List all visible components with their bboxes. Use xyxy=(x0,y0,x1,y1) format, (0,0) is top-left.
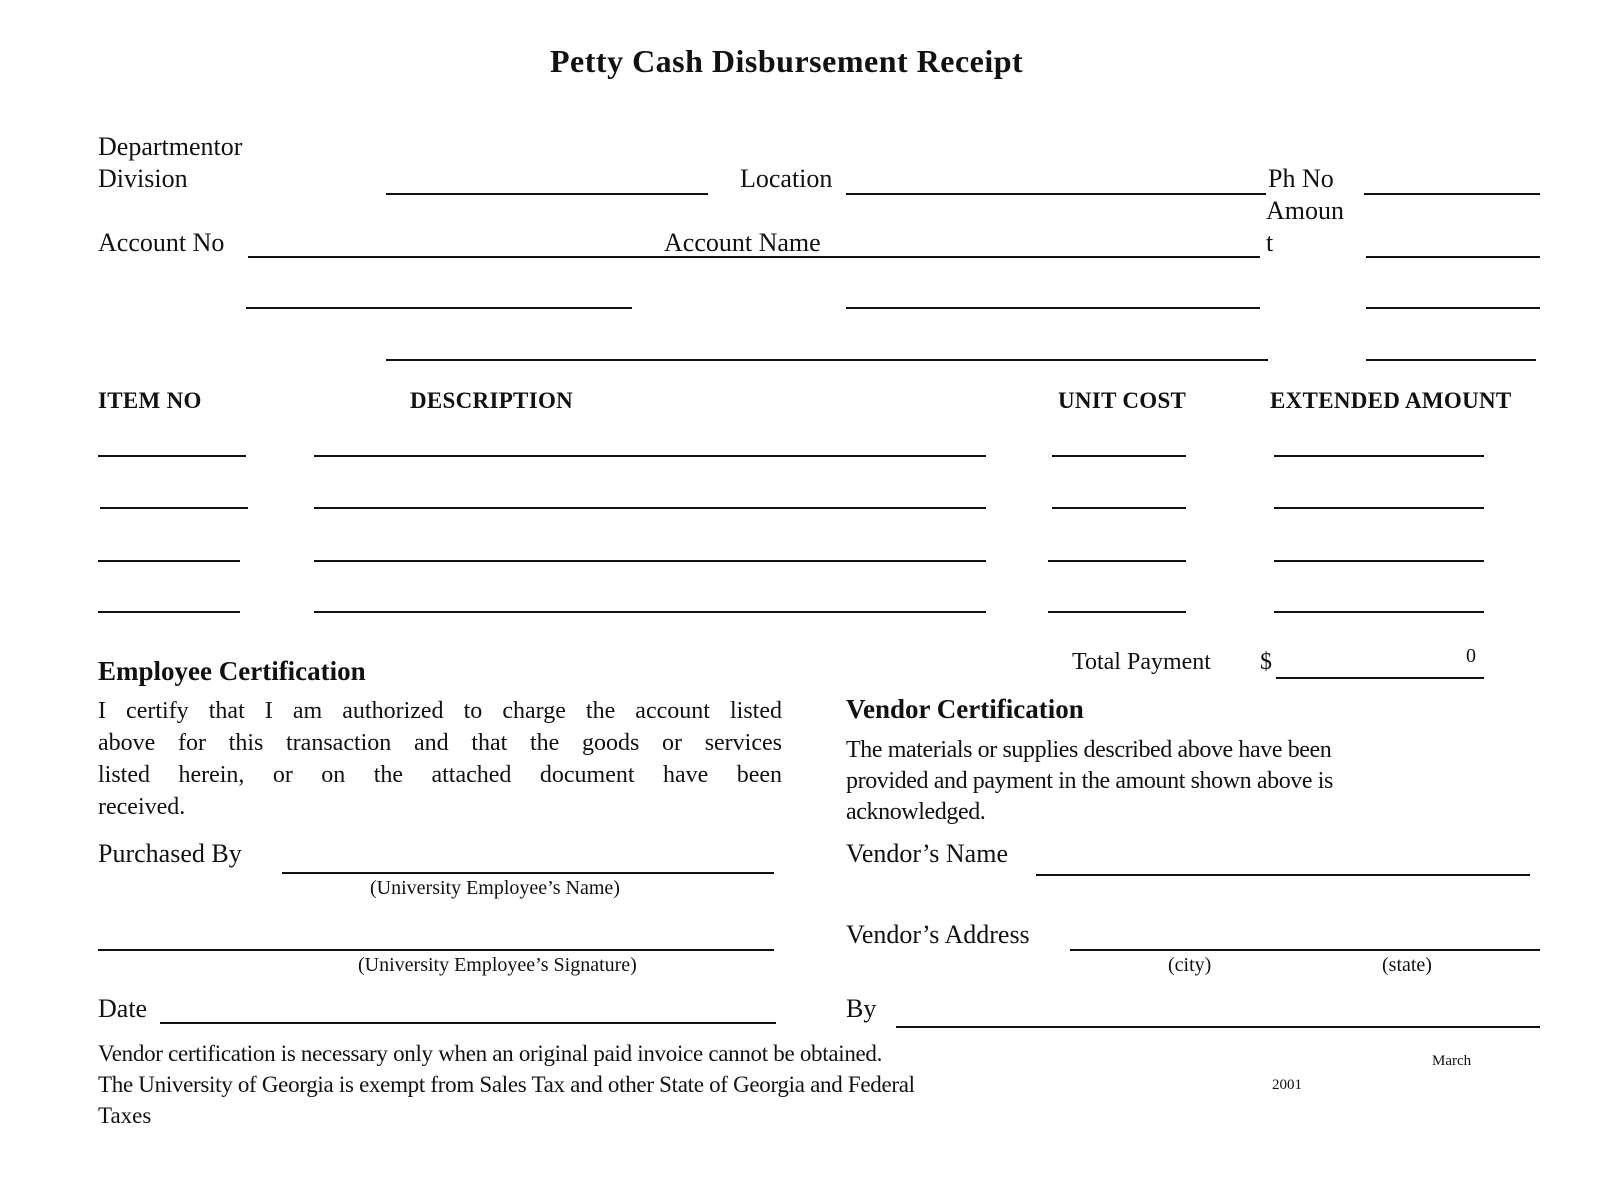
extended-amount-line[interactable] xyxy=(1274,507,1484,509)
unit-cost-line[interactable] xyxy=(1052,507,1186,509)
employee-cert-text-line: listed herein, or on the attached document have been xyxy=(98,762,782,788)
total-payment-label: Total Payment xyxy=(1072,649,1211,675)
currency-symbol: $ xyxy=(1260,649,1272,675)
vendor-name-label: Vendor’s Name xyxy=(846,839,1008,868)
purchased-by-input-line[interactable] xyxy=(282,872,774,874)
vendor-address-input-line[interactable] xyxy=(1070,949,1540,951)
total-payment-line[interactable] xyxy=(1276,677,1484,679)
phone-label: Ph No xyxy=(1268,164,1334,193)
phone-input-line[interactable] xyxy=(1364,193,1540,195)
employee-cert-text-line: I certify that I am authorized to charge the account listed xyxy=(98,698,782,724)
employee-cert-text-line: above for this transaction and that the goods or services xyxy=(98,730,782,756)
by-label: By xyxy=(846,994,877,1023)
unit-cost-line[interactable] xyxy=(1048,611,1186,613)
account-name-label: Account Name xyxy=(664,228,821,257)
account-no-extra-line[interactable] xyxy=(246,307,632,309)
employee-name-caption: (University Employee’s Name) xyxy=(370,877,620,899)
city-caption: (city) xyxy=(1168,954,1212,976)
item-no-line[interactable] xyxy=(100,507,248,509)
department-input-line[interactable] xyxy=(386,193,708,195)
department-label-line1: Departmentor xyxy=(98,132,243,161)
amount-input-line[interactable] xyxy=(1366,256,1540,258)
footer-month: March xyxy=(1432,1053,1472,1069)
column-header-item-no: ITEM NO xyxy=(98,388,202,413)
total-payment-value: 0 xyxy=(1466,645,1476,667)
footer-year: 2001 xyxy=(1272,1077,1302,1093)
account-name-extra-line[interactable] xyxy=(846,307,1260,309)
description-line[interactable] xyxy=(314,611,986,613)
vendor-address-label: Vendor’s Address xyxy=(846,920,1030,949)
amount-extra-line-2[interactable] xyxy=(1366,359,1536,361)
extended-amount-line[interactable] xyxy=(1274,455,1484,457)
item-no-line[interactable] xyxy=(98,455,246,457)
purchased-by-label: Purchased By xyxy=(98,839,242,868)
department-label-line2: Division xyxy=(98,164,188,193)
description-line[interactable] xyxy=(314,455,986,457)
account-no-label: Account No xyxy=(98,228,225,257)
location-label: Location xyxy=(740,164,833,193)
description-line[interactable] xyxy=(314,560,986,562)
date-input-line[interactable] xyxy=(160,1022,776,1024)
extended-amount-line[interactable] xyxy=(1274,560,1484,562)
footer-note-line3: Taxes xyxy=(98,1103,152,1128)
footer-note-line2: The University of Georgia is exempt from Sales Tax and other State of Georgia and Federal xyxy=(98,1072,915,1097)
account-name-extra-line-2[interactable] xyxy=(386,359,1268,361)
employee-signature-caption: (University Employee’s Signature) xyxy=(358,954,637,976)
item-no-line[interactable] xyxy=(98,560,240,562)
unit-cost-line[interactable] xyxy=(1052,455,1186,457)
vendor-cert-text-line: acknowledged. xyxy=(846,799,986,825)
by-input-line[interactable] xyxy=(896,1026,1540,1028)
item-no-line[interactable] xyxy=(98,611,240,613)
amount-extra-line-1[interactable] xyxy=(1366,307,1540,309)
footer-note-line1: Vendor certification is necessary only when an original paid invoice cannot be obtained. xyxy=(98,1041,883,1066)
vendor-cert-text-line: The materials or supplies described above have been xyxy=(846,737,1332,763)
vendor-cert-text-line: provided and payment in the amount shown above is xyxy=(846,768,1333,794)
column-header-extended-amount: EXTENDED AMOUNT xyxy=(1270,388,1512,413)
extended-amount-line[interactable] xyxy=(1274,611,1484,613)
amount-label-line1: Amoun xyxy=(1266,196,1344,225)
description-line[interactable] xyxy=(314,507,986,509)
amount-label-line2: t xyxy=(1266,228,1274,257)
column-header-unit-cost: UNIT COST xyxy=(1058,388,1187,413)
date-label: Date xyxy=(98,994,148,1023)
employee-signature-line[interactable] xyxy=(98,949,774,951)
page-title: Petty Cash Disbursement Receipt xyxy=(550,43,1024,79)
employee-cert-text-line: received. xyxy=(98,794,186,820)
vendor-name-input-line[interactable] xyxy=(1036,874,1530,876)
unit-cost-line[interactable] xyxy=(1048,560,1186,562)
employee-certification-heading: Employee Certification xyxy=(98,656,366,686)
state-caption: (state) xyxy=(1382,954,1432,976)
column-header-description: DESCRIPTION xyxy=(410,388,574,413)
location-input-line[interactable] xyxy=(846,193,1266,195)
vendor-certification-heading: Vendor Certification xyxy=(846,694,1084,724)
